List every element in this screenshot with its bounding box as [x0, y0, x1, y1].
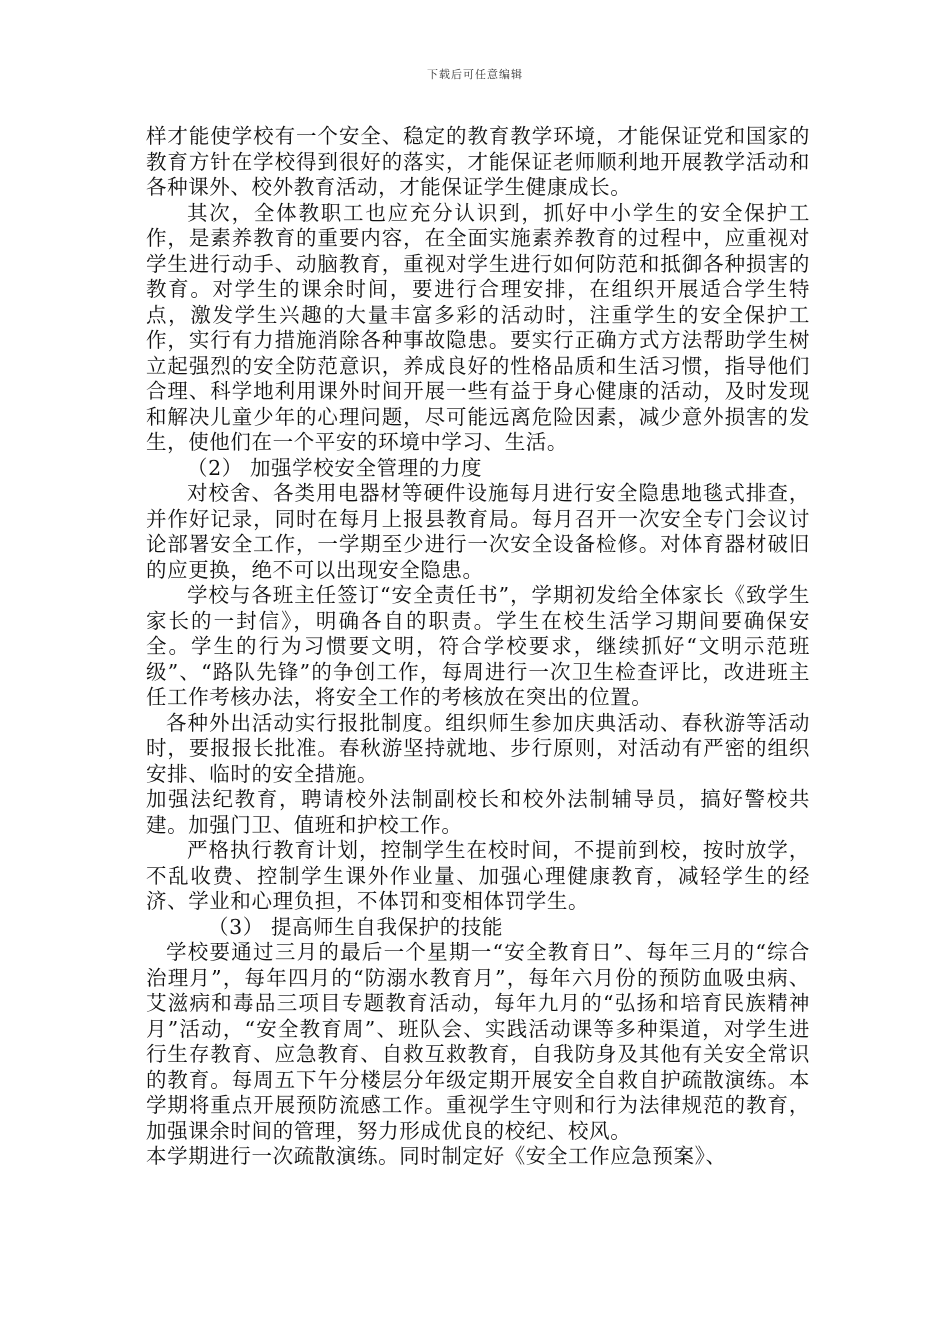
paragraph-1: 样才能使学校有一个安全、稳定的教育教学环境，才能保证党和国家的教育方针在学校得到很好的落实，才能保证老师顺利地开展教学活动和各种课外、校外教育活动，才能保证学生健康成长。 — [146, 124, 810, 199]
paragraph-7: 严格执行教育计划，控制学生在校时间，不提前到校，按时放学，不乱收费、控制学生课外作业量、加强心理健康教育，减轻学生的经济、学业和心理负担，不体罚和变相体罚学生。 — [146, 838, 810, 913]
paragraph-2: 其次，全体教职工也应充分认识到，抓好中小学生的安全保护工作，是素养教育的重要内容，在全面实施素养教育的过程中，应重视对学生进行动手、动脑教育，重视对学生进行如何防范和抵御各种损害的教育。对学生的课余时间，要进行合理安排，在组织开展适合学生特点，激发学生兴趣的大量丰富多彩的活动时，注重学生的安全保护工作，实行有力措施消除各种事故隐患。要实行正确方式方法帮助学生树立起强烈的安全防范意识，养成良好的性格品质和生活习惯，指导他们合理、科学地利用课外时间开展一些有益于身心健康的活动，及时发现和解决儿童少年的心理问题，尽可能远离危险因素，减少意外损害的发生，使他们在一个平安的环境中学习、生活。 — [146, 200, 810, 454]
section-heading-2: （2） 加强学校安全管理的力度 — [187, 455, 483, 480]
paragraph-3: 对校舍、各类用电器材等硬件设施每月进行安全隐患地毯式排查，并作好记录，同时在每月上报县教育局。每月召开一次安全专门会议讨论部署安全工作，一学期至少进行一次安全设备检修。对体育器材破旧的应更换，绝不可以出现安全隐患。 — [146, 481, 810, 582]
section-heading-3: （3） 提高师生自我保护的技能 — [208, 914, 504, 939]
paragraph-9: 本学期进行一次疏散演练。同时制定好《安全工作应急预案》、 — [146, 1144, 727, 1168]
paragraph-5: 各种外出活动实行报批制度。组织师生参加庆典活动、春秋游等活动时，要报报长批准。春秋游坚持就地、步行原则，对活动有严密的组织安排、临时的安全措施。 — [146, 710, 810, 786]
paragraph-6: 加强法纪教育，聘请校外法制副校长和校外法制辅导员，搞好警校共建。加强门卫、值班和护校工作。 — [146, 787, 810, 837]
document-body — [146, 124, 810, 1170]
page-header: 下载后可任意编辑 — [427, 68, 523, 81]
paragraph-8: 学校要通过三月的最后一个星期一“安全教育日”、每年三月的“综合治理月”，每年四月的“防溺水教育月”，每年六月份的预防血吸虫病、艾滋病和毒品三项目专题教育活动，每年九月的“弘扬和培育民族精神月”活动，“安全教育周”、班队会、实践活动课等多种渠道，对学生进行生存教育、应急教育、自救互救教育，自我防身及其他有关安全常识的教育。每周五下午分楼层分年级定期开展安全自救自护疏散演练。本学期将重点开展预防流感工作。重视学生守则和行为法律规范的教育，加强课余时间的管理，努力形成优良的校纪、校风。 — [146, 940, 810, 1143]
paragraph-4: 学校与各班主任签订“安全责任书”，学期初发给全体家长《致学生家长的一封信》，明确各自的职责。学生在校生活学习期间要确保安全。学生的行为习惯要文明，符合学校要求，继续抓好“文明示范班级”、“路队先锋”的争创工作，每周进行一次卫生检查评比，改进班主任工作考核办法，将安全工作的考核放在突出的位置。 — [146, 583, 810, 709]
